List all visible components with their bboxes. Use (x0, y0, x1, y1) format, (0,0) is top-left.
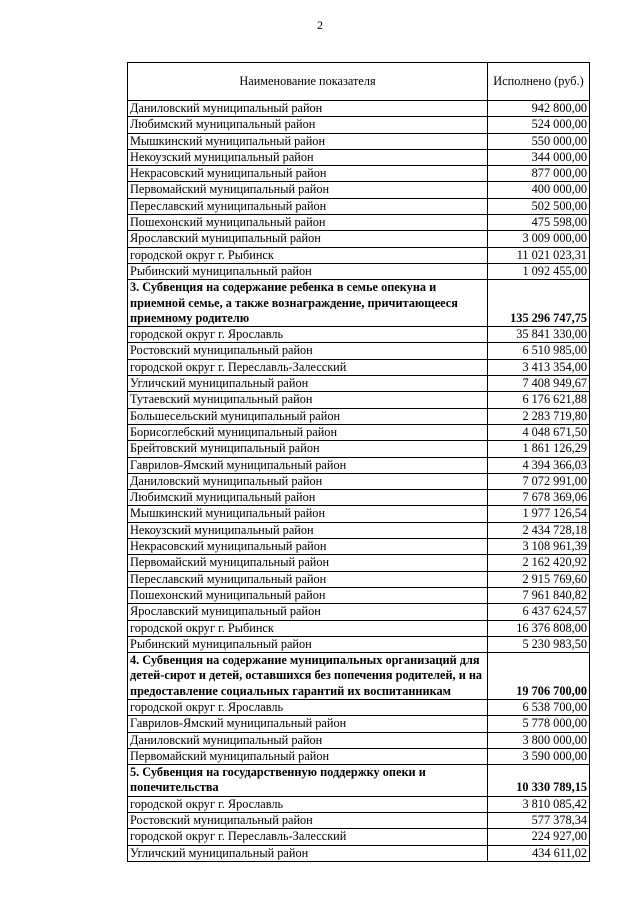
executed-amount: 2 434 728,18 (488, 522, 590, 538)
table-row (128, 748, 590, 764)
table-row (128, 359, 590, 375)
table-row (128, 149, 590, 165)
executed-amount: 475 598,00 (488, 215, 590, 231)
table-row (128, 636, 590, 652)
municipality-name: городской округ г. Ярославль (128, 699, 488, 715)
executed-amount: 1 977 126,54 (488, 506, 590, 522)
executed-amount: 877 000,00 (488, 166, 590, 182)
header-executed-amount: Исполнено (руб.) (488, 63, 590, 101)
municipality-name: Первомайский муниципальный район (128, 555, 488, 571)
table-row (128, 555, 590, 571)
municipality-name: Гаврилов-Ямский муниципальный район (128, 716, 488, 732)
municipality-name: Гаврилов-Ямский муниципальный район (128, 457, 488, 473)
municipality-name: Переславский муниципальный район (128, 571, 488, 587)
municipality-name: Любимский муниципальный район (128, 490, 488, 506)
municipality-name: городской округ г. Переславль-Залесский (128, 829, 488, 845)
section-title: 3. Субвенция на содержание ребенка в семье опекуна и приемной семье, а также вознаграждение, причитающееся приемному родителю (128, 280, 488, 327)
municipality-name: Даниловский муниципальный район (128, 473, 488, 489)
executed-amount: 502 500,00 (488, 198, 590, 214)
table-row (128, 699, 590, 715)
municipality-name: Ростовский муниципальный район (128, 343, 488, 359)
executed-amount: 5 230 983,50 (488, 636, 590, 652)
table-row (128, 231, 590, 247)
table-row (128, 796, 590, 812)
table-row (128, 620, 590, 636)
executed-amount: 4 048 671,50 (488, 424, 590, 440)
executed-amount: 3 810 085,42 (488, 796, 590, 812)
table-row (128, 441, 590, 457)
executed-amount: 16 376 808,00 (488, 620, 590, 636)
executed-amount: 35 841 330,00 (488, 327, 590, 343)
executed-amount: 11 021 023,31 (488, 247, 590, 263)
section-title: 5. Субвенция на государственную поддержку опеки и попечительства (128, 765, 488, 797)
municipality-name: Некоузский муниципальный район (128, 522, 488, 538)
table-row (128, 716, 590, 732)
executed-amount: 5 778 000,00 (488, 716, 590, 732)
municipality-name: Переславский муниципальный район (128, 198, 488, 214)
table-row (128, 424, 590, 440)
executed-amount: 3 590 000,00 (488, 748, 590, 764)
table-row (128, 376, 590, 392)
municipality-name: Ярославский муниципальный район (128, 604, 488, 620)
municipality-name: Первомайский муниципальный район (128, 182, 488, 198)
municipality-name: Ростовский муниципальный район (128, 813, 488, 829)
executed-amount: 3 413 354,00 (488, 359, 590, 375)
municipality-name: Некрасовский муниципальный район (128, 539, 488, 555)
municipality-name: Большесельский муниципальный район (128, 408, 488, 424)
municipality-name: Мышкинский муниципальный район (128, 506, 488, 522)
section-total-row (128, 765, 590, 797)
municipality-name: Рыбинский муниципальный район (128, 636, 488, 652)
executed-amount: 550 000,00 (488, 133, 590, 149)
executed-amount: 6 510 985,00 (488, 343, 590, 359)
executed-amount: 434 611,02 (488, 845, 590, 861)
executed-amount: 344 000,00 (488, 149, 590, 165)
table-row (128, 101, 590, 117)
table-row (128, 117, 590, 133)
executed-amount: 2 283 719,80 (488, 408, 590, 424)
table-row (128, 845, 590, 861)
municipality-name: Угличский муниципальный район (128, 376, 488, 392)
municipality-name: городской округ г. Рыбинск (128, 620, 488, 636)
executed-amount: 7 408 949,67 (488, 376, 590, 392)
section-total-amount: 10 330 789,15 (488, 765, 590, 797)
table-row (128, 522, 590, 538)
table-row (128, 732, 590, 748)
page-number: 2 (317, 18, 323, 32)
table-body (128, 101, 590, 862)
table-row (128, 408, 590, 424)
municipality-name: Ярославский муниципальный район (128, 231, 488, 247)
section-total-amount: 19 706 700,00 (488, 653, 590, 700)
section-total-row (128, 653, 590, 700)
executed-amount: 3 108 961,39 (488, 539, 590, 555)
municipality-name: городской округ г. Рыбинск (128, 247, 488, 263)
municipality-name: городской округ г. Ярославль (128, 796, 488, 812)
table-row (128, 473, 590, 489)
executed-amount: 2 915 769,60 (488, 571, 590, 587)
executed-amount: 4 394 366,03 (488, 457, 590, 473)
section-title: 4. Субвенция на содержание муниципальных организаций для детей-сирот и детей, оставшихся без попечения родителей, и на предоставление социальных гарантий их воспитанникам (128, 653, 488, 700)
municipality-name: Пошехонский муниципальный район (128, 587, 488, 603)
municipality-name: Даниловский муниципальный район (128, 101, 488, 117)
table-row (128, 490, 590, 506)
municipality-name: Некоузский муниципальный район (128, 149, 488, 165)
executed-amount: 6 538 700,00 (488, 699, 590, 715)
table-row (128, 457, 590, 473)
section-total-row (128, 280, 590, 327)
table-header-row (128, 63, 590, 101)
executed-amount: 577 378,34 (488, 813, 590, 829)
table-row (128, 343, 590, 359)
table-row (128, 327, 590, 343)
table-row (128, 539, 590, 555)
table-row (128, 392, 590, 408)
executed-amount: 400 000,00 (488, 182, 590, 198)
executed-amount: 6 176 621,88 (488, 392, 590, 408)
municipality-name: Некрасовский муниципальный район (128, 166, 488, 182)
header-indicator-name: Наименование показателя (128, 63, 488, 101)
municipality-name: Первомайский муниципальный район (128, 748, 488, 764)
executed-amount: 1 092 455,00 (488, 263, 590, 279)
executed-amount: 7 072 991,00 (488, 473, 590, 489)
municipality-name: Любимский муниципальный район (128, 117, 488, 133)
executed-amount: 942 800,00 (488, 101, 590, 117)
executed-amount: 224 927,00 (488, 829, 590, 845)
municipality-name: Тутаевский муниципальный район (128, 392, 488, 408)
table-row (128, 604, 590, 620)
executed-amount: 524 000,00 (488, 117, 590, 133)
table-row (128, 215, 590, 231)
executed-amount: 7 678 369,06 (488, 490, 590, 506)
table-row (128, 813, 590, 829)
table-row (128, 587, 590, 603)
executed-amount: 3 800 000,00 (488, 732, 590, 748)
municipality-name: городской округ г. Ярославль (128, 327, 488, 343)
table-row (128, 166, 590, 182)
municipality-name: Угличский муниципальный район (128, 845, 488, 861)
municipality-name: Мышкинский муниципальный район (128, 133, 488, 149)
table-row (128, 182, 590, 198)
executed-amount: 3 009 000,00 (488, 231, 590, 247)
executed-amount: 1 861 126,29 (488, 441, 590, 457)
executed-amount: 2 162 420,92 (488, 555, 590, 571)
table-row (128, 506, 590, 522)
executed-amount: 7 961 840,82 (488, 587, 590, 603)
table-row (128, 133, 590, 149)
municipality-name: Рыбинский муниципальный район (128, 263, 488, 279)
municipality-name: городской округ г. Переславль-Залесский (128, 359, 488, 375)
execution-table (127, 62, 590, 862)
municipality-name: Пошехонский муниципальный район (128, 215, 488, 231)
municipality-name: Даниловский муниципальный район (128, 732, 488, 748)
table-row (128, 263, 590, 279)
executed-amount: 6 437 624,57 (488, 604, 590, 620)
table-row (128, 247, 590, 263)
table-row (128, 198, 590, 214)
municipality-name: Борисоглебский муниципальный район (128, 424, 488, 440)
municipality-name: Брейтовский муниципальный район (128, 441, 488, 457)
table-row (128, 829, 590, 845)
section-total-amount: 135 296 747,75 (488, 280, 590, 327)
table-row (128, 571, 590, 587)
